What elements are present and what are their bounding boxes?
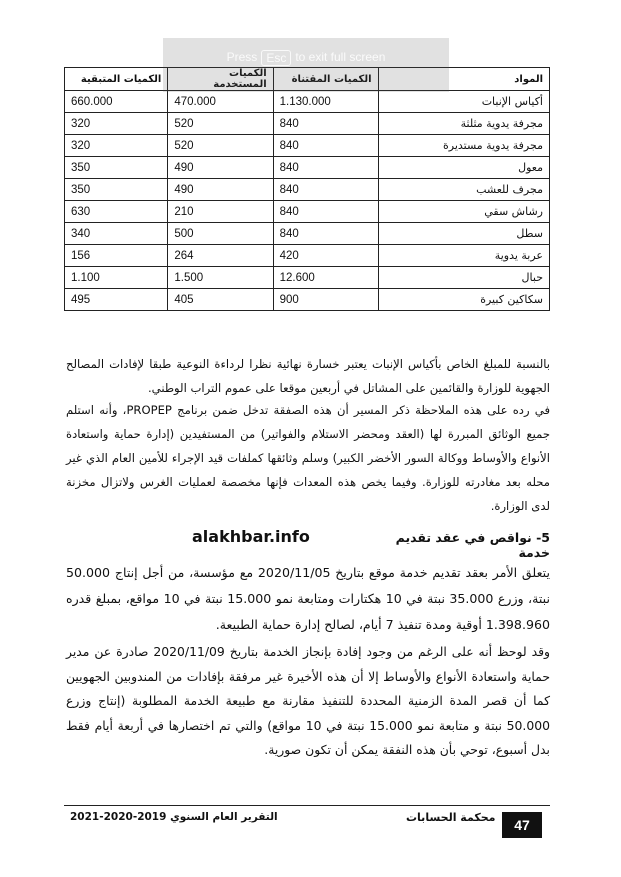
cell-acquired: 840 bbox=[273, 113, 378, 135]
header-remaining: الكميات المتبقية bbox=[65, 68, 168, 91]
cell-remaining: 156 bbox=[65, 245, 168, 267]
cell-used: 1.500 bbox=[168, 267, 273, 289]
header-acquired: الكميات المقتناة bbox=[273, 68, 378, 91]
table-row bbox=[65, 223, 550, 245]
table-row bbox=[65, 201, 550, 223]
cell-material: عربة يدوية bbox=[378, 245, 549, 267]
cell-remaining: 495 bbox=[65, 289, 168, 311]
cell-used: 264 bbox=[168, 245, 273, 267]
table-row bbox=[65, 113, 550, 135]
overlay-message: to exit full screen bbox=[295, 50, 386, 64]
esc-key-badge: Esc bbox=[261, 50, 291, 66]
paragraph-service-contract: يتعلق الأمر بعقد تقديم خدمة موقع بتاريخ 2020/11/05 مع مؤسسة، من أجل إنتاج 50.000 نبتة، وزرع 35.000 نبتة في 10 هكتارات ومتابعة نمو 15.000 نبتة في 10 مواقع، بمبلغ قدره 1.398.960 أوقية ومدة تنفيذ 7 أيام، لصالح إدارة حماية الطبيعة. bbox=[66, 565, 550, 632]
cell-acquired: 12.600 bbox=[273, 267, 378, 289]
page-number: 47 bbox=[502, 812, 542, 838]
cell-used: 210 bbox=[168, 201, 273, 223]
cell-remaining: 320 bbox=[65, 135, 168, 157]
cell-material: سكاكين كبيرة bbox=[378, 289, 549, 311]
cell-material: سطل bbox=[378, 223, 549, 245]
cell-acquired: 840 bbox=[273, 201, 378, 223]
table-row bbox=[65, 91, 550, 113]
cell-remaining: 350 bbox=[65, 157, 168, 179]
paragraph-observation: وقد لوحظ أنه على الرغم من وجود إفادة بإنجاز الخدمة بتاريخ 2020/11/09 صادرة عن مدير حماية واستعادة الأنواع والأوساط إلا أن هذه الأخيرة غير مرفقة بإفادات من المندوبين الجهويين كما أن قصر المدة الزمنية المحددة للتنفيذ مقارنة مع طبيعة الخدمة المطلوبة (إنتاج وزرع 50.000 نبتة و متابعة نمو 15.000 نبتة في 10 مواقع) والتي تم اختصارها في أربعة أيام فقط بدل أسبوع، توحي بأن هذه النفقة يمكن أن تكون صورية. bbox=[66, 644, 551, 758]
cell-acquired: 420 bbox=[273, 245, 378, 267]
table-row bbox=[65, 289, 550, 311]
table-row bbox=[65, 157, 550, 179]
cell-remaining: 1.100 bbox=[65, 267, 168, 289]
cell-acquired: 840 bbox=[273, 223, 378, 245]
paragraph-germination-bags: بالنسبة للمبلغ الخاص بأكياس الإنبات يعتبر خسارة نهائية نظرا لرداءة النوعية طبقا لإفادات المصالح الجهوية للوزارة والقائمين على المشاتل في أربعين موقعا على عموم التراب الوطني. bbox=[66, 357, 550, 395]
footer-divider bbox=[64, 805, 550, 806]
cell-material: مجرفة يدوية مستديرة bbox=[378, 135, 549, 157]
cell-acquired: 840 bbox=[273, 179, 378, 201]
cell-material: مجرف للعشب bbox=[378, 179, 549, 201]
cell-material: رشاش سقي bbox=[378, 201, 549, 223]
footer-court-name: محكمة الحسابات bbox=[406, 811, 496, 824]
cell-material: معول bbox=[378, 157, 549, 179]
cell-used: 405 bbox=[168, 289, 273, 311]
site-watermark: alakhbar.info bbox=[192, 527, 310, 546]
cell-material: حبال bbox=[378, 267, 549, 289]
header-used: الكميات المستخدمة bbox=[168, 68, 273, 91]
cell-remaining: 340 bbox=[65, 223, 168, 245]
cell-acquired: 900 bbox=[273, 289, 378, 311]
cell-acquired: 840 bbox=[273, 135, 378, 157]
table-row bbox=[65, 267, 550, 289]
cell-remaining: 630 bbox=[65, 201, 168, 223]
cell-remaining: 320 bbox=[65, 113, 168, 135]
footer-report-title: التقرير العام السنوي 2019-2020-2021 bbox=[70, 811, 278, 823]
table-row bbox=[65, 245, 550, 267]
table-row bbox=[65, 135, 550, 157]
overlay-press: Press bbox=[226, 50, 258, 64]
cell-acquired: 1.130.000 bbox=[273, 91, 378, 113]
cell-material: أكياس الإنبات bbox=[378, 91, 549, 113]
cell-used: 520 bbox=[168, 135, 273, 157]
fullscreen-overlay bbox=[163, 38, 449, 92]
cell-remaining: 660.000 bbox=[65, 91, 168, 113]
paragraph-manager-response: في رده على هذه الملاحظة ذكر المسير أن هذه الصفقة تدخل ضمن برنامج PROPEP، وأنه استلم جميع الوثائق المبررة لها (العقد ومحضر الاستلام والفواتير) من المستفيدين (إدارة حماية واستعادة الأنواع والأوساط ووكالة السور الأخضر الكبير) وسلم وثائقها كملفات قيد الإجراء للأمين العام الذي غير محله بعد مغادرته للوزارة. وفيما يخص هذه المعدات فإنها مخصصة لعمليات الغرس ولاتزال مخزنة لدى الوزارة. bbox=[66, 403, 550, 513]
cell-material: مجرفة يدوية مثلثة bbox=[378, 113, 549, 135]
materials-table bbox=[64, 67, 550, 311]
cell-remaining: 350 bbox=[65, 179, 168, 201]
cell-used: 520 bbox=[168, 113, 273, 135]
table-body bbox=[65, 91, 550, 311]
cell-used: 500 bbox=[168, 223, 273, 245]
cell-used: 470.000 bbox=[168, 91, 273, 113]
cell-acquired: 840 bbox=[273, 157, 378, 179]
table-row bbox=[65, 179, 550, 201]
section-heading: 5- نواقص في عقد تقديم خدمة bbox=[395, 530, 550, 560]
cell-used: 490 bbox=[168, 157, 273, 179]
header-materials: المواد bbox=[378, 68, 549, 91]
cell-used: 490 bbox=[168, 179, 273, 201]
